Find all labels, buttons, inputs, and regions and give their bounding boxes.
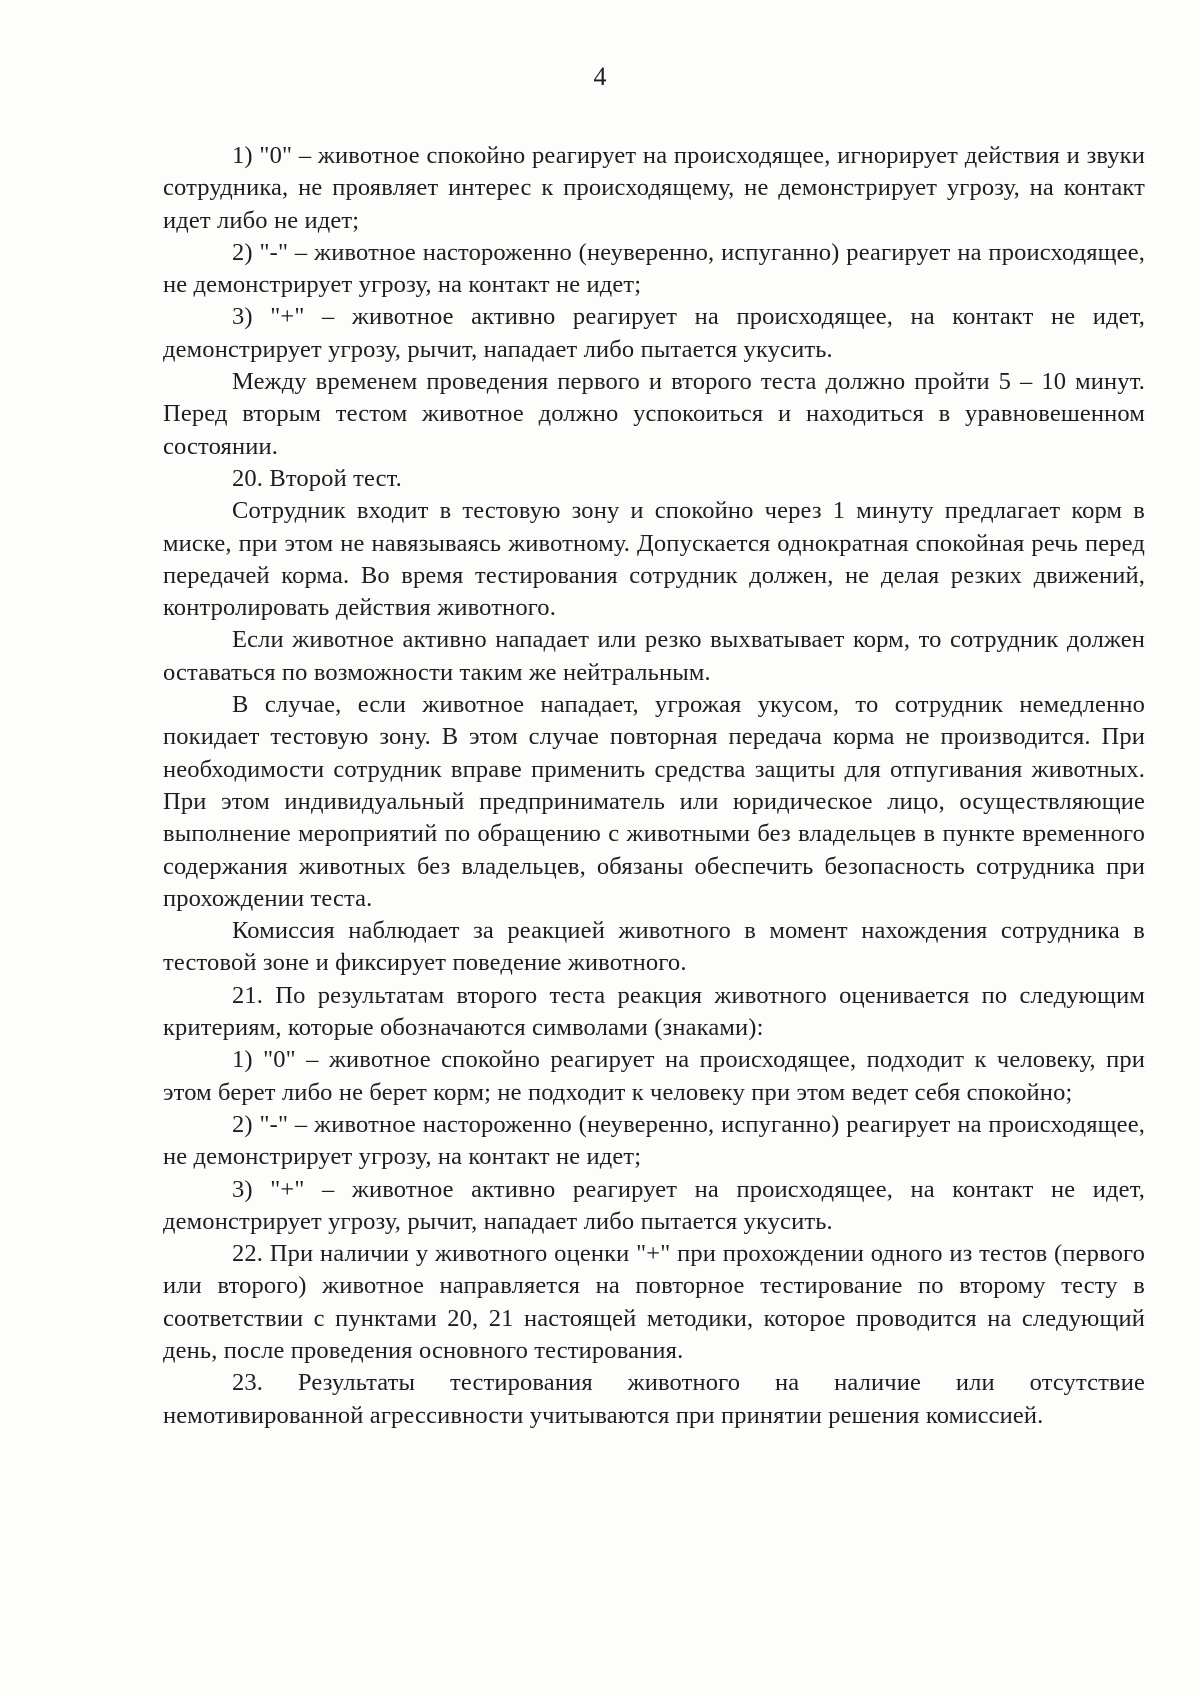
paragraph-test1-criterion-0: 1) "0" – животное спокойно реагирует на происходящее, игнорирует действия и звуки сотрудника, не проявляет интерес к происходящему, не демонстрирует угрозу, на контакт идет либо не идет; (163, 142, 1145, 234)
paragraph-22-retest: 22. При наличии у животного оценки "+" при прохождении одного из тестов (первого или второго) животное направляется на повторное тестирование по второму тесту в соответствии с пунктами 20, 21 настоящей методики, которое проводится на следующий день, после проведения основного тестирования. (163, 1240, 1145, 1364)
paragraph-20-heading: 20. Второй тест. (232, 464, 402, 492)
document-body (163, 140, 1145, 1432)
paragraph-test1-criterion-plus: 3) "+" – животное активно реагирует на происходящее, на контакт не идет, демонстрирует угрозу, рычит, нападает либо пытается укусить. (163, 303, 1145, 363)
paragraph-test2-criterion-minus: 2) "-" – животное настороженно (неуверенно, испуганно) реагирует на происходящее, не демонстрирует угрозу, на контакт не идет; (163, 1110, 1145, 1171)
paragraph-test2-criterion-0: 1) "0" – животное спокойно реагирует на происходящее, подходит к человеку, при этом берет либо не берет корм; не подходит к человеку при этом ведет себя спокойно; (163, 1046, 1145, 1106)
paragraph-second-test-procedure: Сотрудник входит в тестовую зону и спокойно через 1 минуту предлагает корм в миске, при этом не навязываясь животному. Допускается однократная спокойная речь перед передачей корма. Во время тестирования сотрудник должен, не делая резких движений, контролировать действия животного. (163, 497, 1145, 622)
paragraph-21-criteria: 21. По результатам второго теста реакция животного оценивается по следующим критериям, которые обозначаются символами (знаками): (163, 981, 1145, 1042)
paragraph-commission-observes: Комиссия наблюдает за реакцией животного в момент нахождения сотрудника в тестовой зоне и фиксирует поведение животного. (163, 917, 1145, 977)
paragraph-attack-case: В случае, если животное нападает, угрожая укусом, то сотрудник немедленно покидает тестовую зону. В этом случае повторная передача корма не производится. При необходимости сотрудник вправе применить средства защиты для отпугивания животных. При этом индивидуальный предприниматель или юридическое лицо, осуществляющие выполнение мероприятий по обращению с животными без владельцев в пункте временного содержания животных без владельцев, обязаны обеспечить безопасность сотрудника при прохождении теста. (163, 691, 1145, 912)
paragraph-test1-criterion-minus: 2) "-" – животное настороженно (неуверенно, испуганно) реагирует на происходящее, не демонстрирует угрозу, на контакт не идет; (163, 238, 1145, 299)
page-number: 4 (593, 62, 607, 91)
paragraph-aggressive-feeding: Если животное активно нападает или резко выхватывает корм, то сотрудник должен оставаться по возможности таким же нейтральным. (163, 626, 1145, 686)
paragraph-test2-criterion-plus: 3) "+" – животное активно реагирует на происходящее, на контакт не идет, демонстрирует угрозу, рычит, нападает либо пытается укусить. (163, 1175, 1145, 1235)
paragraph-23-results: 23. Результаты тестирования животного на наличие или отсутствие немотивированной агрессивности учитываются при принятии решения комиссией. (163, 1369, 1145, 1429)
paragraph-interval-between-tests: Между временем проведения первого и второго теста должно пройти 5 – 10 минут. Перед вторым тестом животное должно успокоиться и находиться в уравновешенном состоянии. (163, 368, 1145, 460)
